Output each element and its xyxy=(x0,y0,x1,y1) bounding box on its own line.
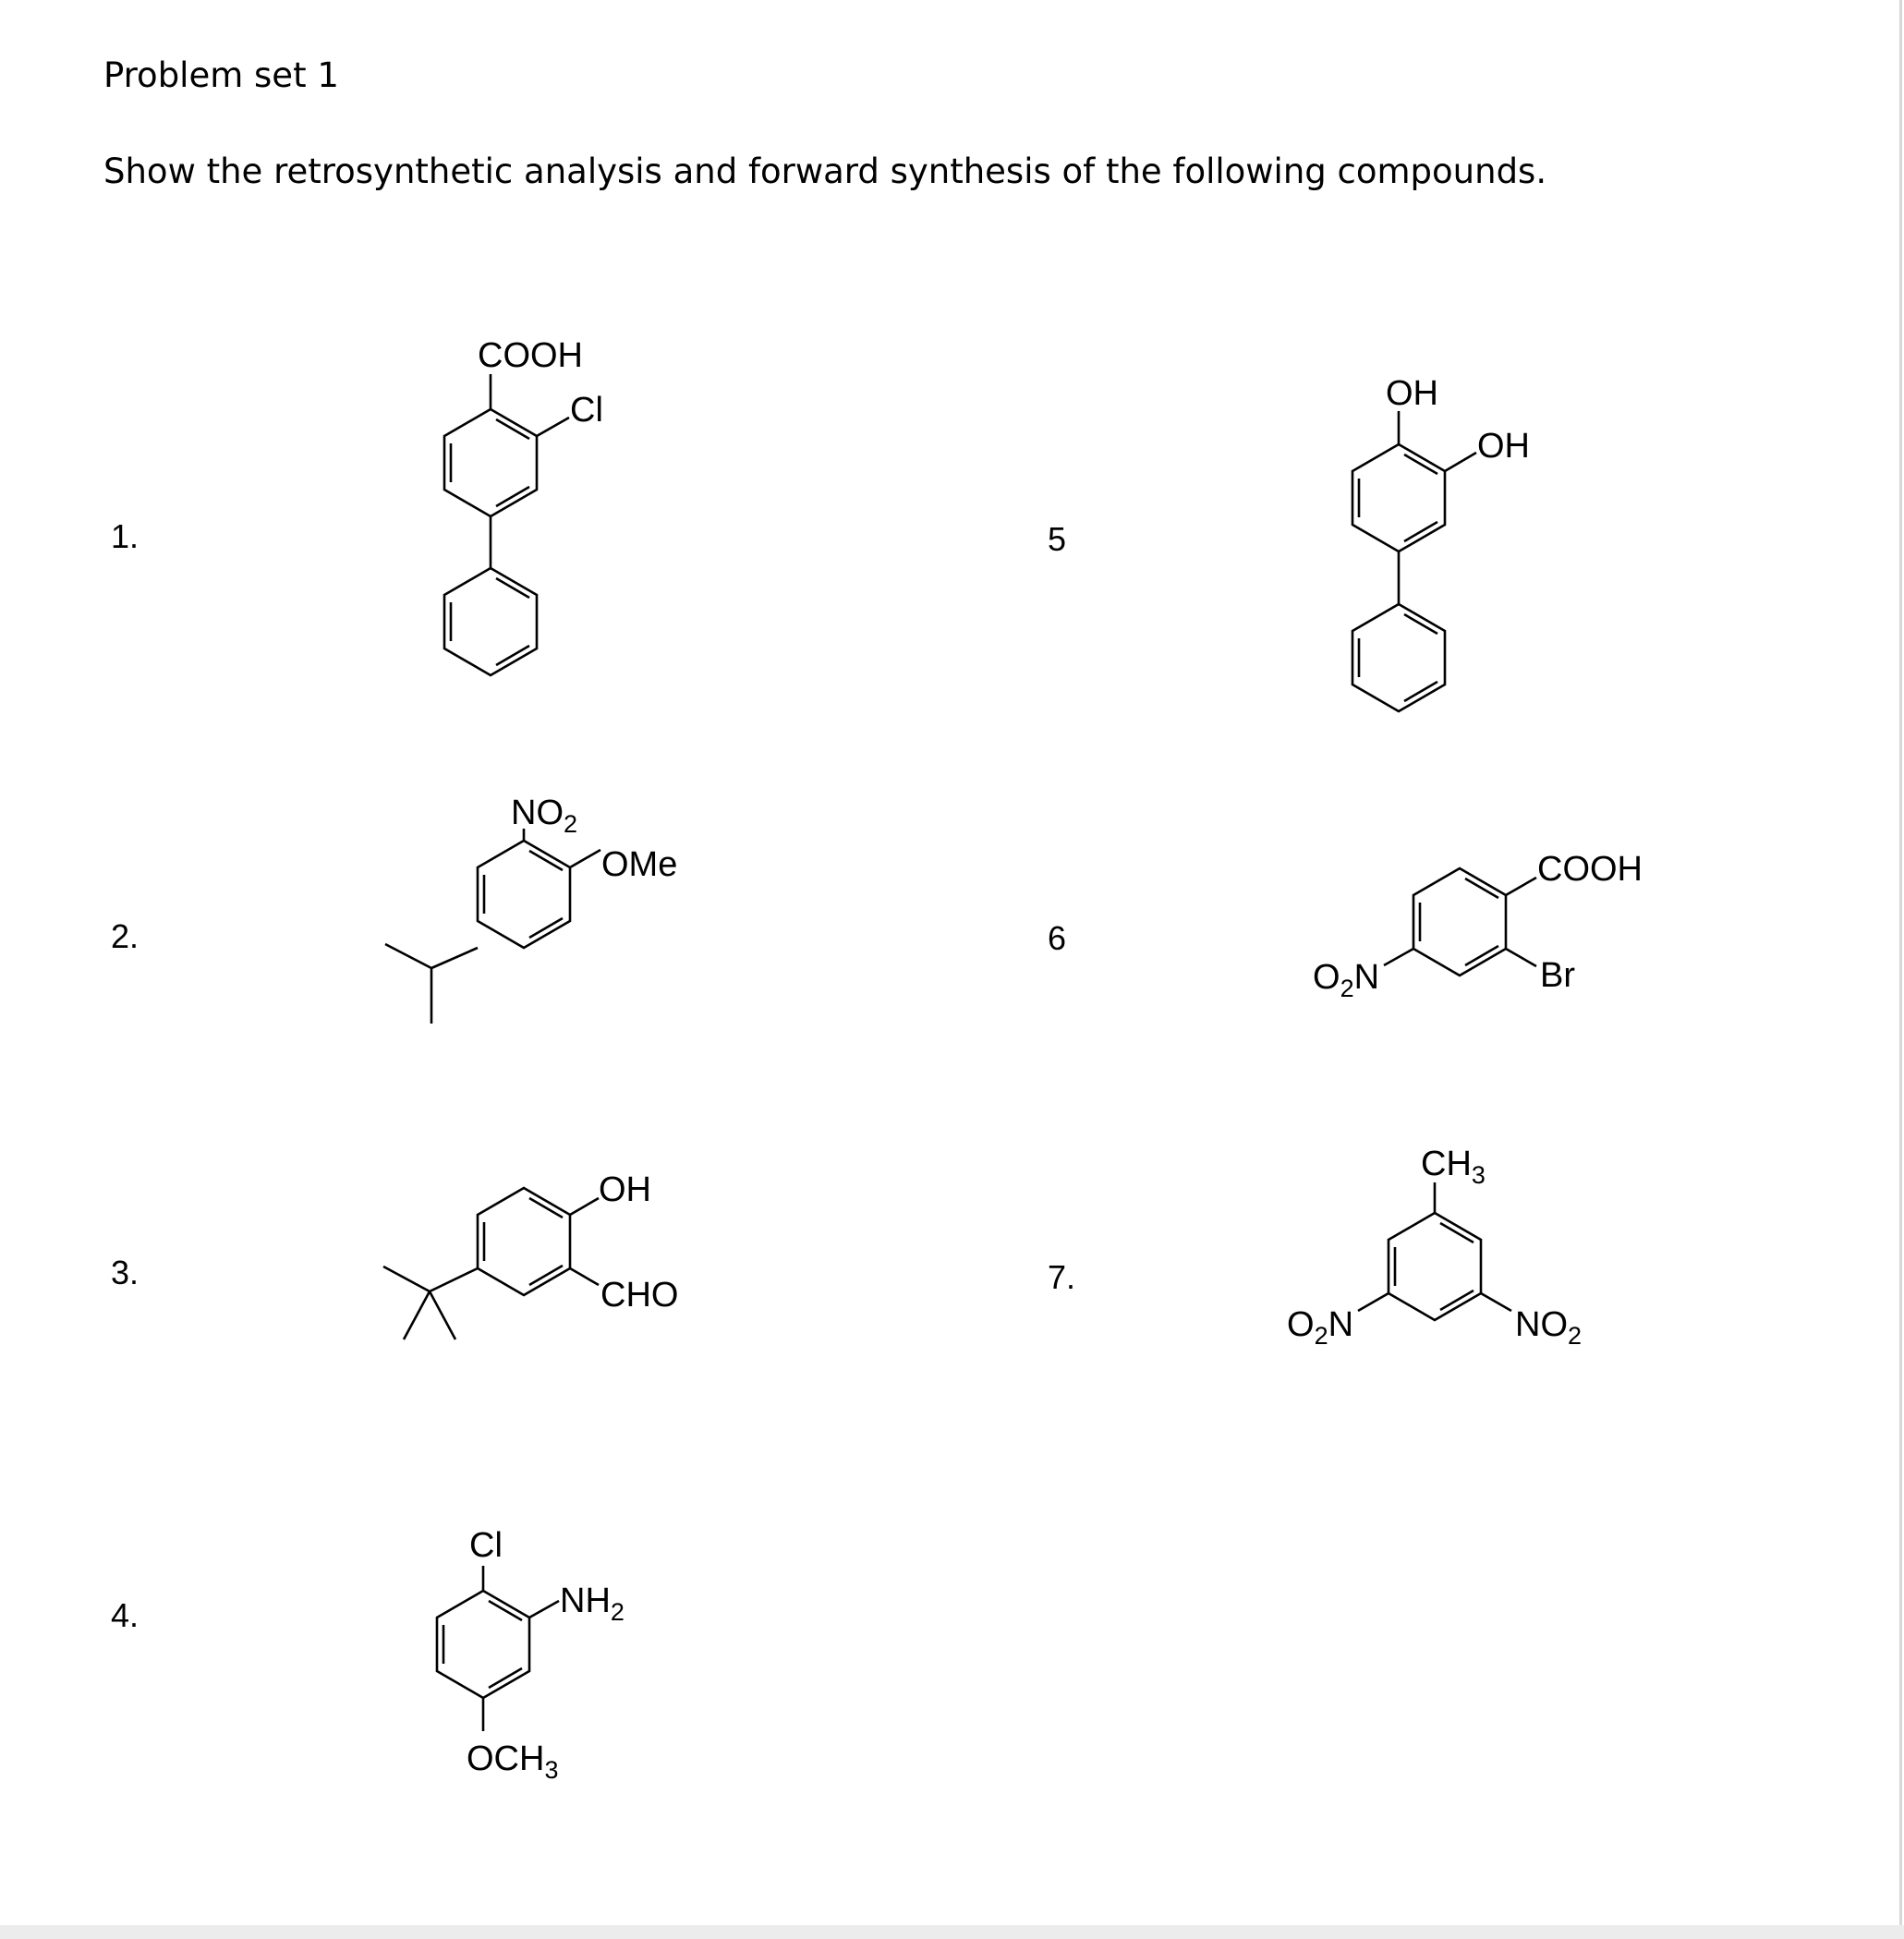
compound-7-label-no2-left xyxy=(1287,1305,1353,1350)
compound-6 xyxy=(1313,850,1643,1002)
compound-3-tbu-methyl-2 xyxy=(404,1291,430,1339)
compound-2-isopropyl-methyl-1 xyxy=(385,944,431,968)
compound-6-bond-no2 xyxy=(1384,949,1413,965)
compound-5-label-oh-top: OH xyxy=(1386,374,1438,413)
compound-7-ring xyxy=(1389,1213,1481,1320)
compound-7-bond-no2-right xyxy=(1481,1293,1511,1311)
compound-4-och3-sub: 3 xyxy=(544,1756,559,1784)
compound-6-bond-cooh xyxy=(1506,878,1536,895)
compound-6-o-sub: 2 xyxy=(1340,975,1354,1002)
compound-3-tbu-methyl-3 xyxy=(430,1291,455,1339)
compound-6-o-main: O xyxy=(1313,958,1340,997)
compound-3-bond-tbu xyxy=(430,1268,478,1291)
compound-4-label-nh2 xyxy=(560,1581,625,1626)
compound-4-label-och3 xyxy=(467,1739,558,1784)
compound-1-upper-ring xyxy=(444,409,537,516)
compound-7-no-main: NO xyxy=(1515,1305,1568,1344)
compound-3-tbu-methyl-1 xyxy=(383,1266,430,1291)
compound-7-ch3-main: CH xyxy=(1421,1145,1472,1183)
compound-2-no2-sub: 2 xyxy=(564,810,578,838)
problem-number-3: 3. xyxy=(111,1254,139,1291)
compound-7-n-tail: N xyxy=(1328,1305,1354,1344)
compound-6-label-br: Br xyxy=(1540,956,1575,995)
instruction-text: Show the retrosynthetic analysis and forward synthesis of the following compounds. xyxy=(103,151,1547,191)
compound-4 xyxy=(437,1526,625,1784)
compound-5-lower-ring xyxy=(1352,604,1445,711)
compound-1-label-cl: Cl xyxy=(570,391,603,430)
compound-1-bond-cl xyxy=(537,418,569,436)
compound-5-upper-ring xyxy=(1352,444,1445,551)
compound-1 xyxy=(444,336,603,675)
compound-3 xyxy=(383,1170,678,1339)
problem-number-5: 5 xyxy=(1048,520,1067,558)
compound-4-ring xyxy=(437,1591,529,1698)
compound-4-bond-nh2 xyxy=(529,1601,559,1618)
compound-1-lower-ring xyxy=(444,568,537,675)
problem-number-7: 7. xyxy=(1048,1258,1076,1296)
compound-7-o-main: O xyxy=(1287,1305,1315,1344)
problem-number-1: 1. xyxy=(111,517,139,555)
compound-3-ring xyxy=(478,1188,570,1295)
compound-5-bond-oh-ortho xyxy=(1445,453,1476,471)
compound-6-bond-br xyxy=(1506,949,1536,966)
compound-2-bond-isopropyl xyxy=(431,948,478,968)
compound-7-label-ch3 xyxy=(1421,1145,1486,1189)
compound-5-label-oh-ortho: OH xyxy=(1477,427,1530,466)
compound-2-label-ome: OMe xyxy=(601,845,678,884)
compound-3-bond-oh xyxy=(570,1198,599,1215)
compound-4-nh2-sub: 2 xyxy=(610,1598,625,1626)
compound-7-bond-no2-left xyxy=(1358,1293,1389,1311)
compound-2-bond-ome xyxy=(570,850,600,867)
problem-number-6: 6 xyxy=(1048,919,1067,957)
compound-2-label-no2 xyxy=(511,794,577,838)
compound-2 xyxy=(385,794,677,1024)
problem-number-2: 2. xyxy=(111,917,139,955)
compound-6-ring xyxy=(1413,868,1506,976)
compound-4-label-cl: Cl xyxy=(469,1526,503,1565)
compound-3-bond-cho xyxy=(570,1268,599,1285)
compound-4-och3-main: OCH xyxy=(467,1739,545,1778)
compound-2-no2-main: NO xyxy=(511,794,564,832)
compound-1-label-cooh: COOH xyxy=(478,336,583,375)
problem-number-4: 4. xyxy=(111,1596,139,1634)
compound-7 xyxy=(1287,1145,1582,1350)
compound-2-ring xyxy=(478,841,570,948)
page-title: Problem set 1 xyxy=(103,55,339,95)
compound-7-no-sub: 2 xyxy=(1568,1322,1583,1350)
compound-3-label-oh: OH xyxy=(599,1170,651,1209)
compound-7-ch3-sub: 3 xyxy=(1471,1161,1486,1189)
compound-4-nh2-main: NH xyxy=(560,1581,611,1620)
compound-3-label-cho: CHO xyxy=(600,1276,679,1315)
compound-7-label-no2-right xyxy=(1515,1305,1582,1350)
compound-6-label-cooh: COOH xyxy=(1537,850,1643,889)
compound-6-label-no2 xyxy=(1313,958,1379,1002)
compound-5 xyxy=(1352,374,1530,711)
compound-7-o-sub: 2 xyxy=(1314,1322,1328,1350)
compound-6-n-tail: N xyxy=(1353,958,1380,997)
